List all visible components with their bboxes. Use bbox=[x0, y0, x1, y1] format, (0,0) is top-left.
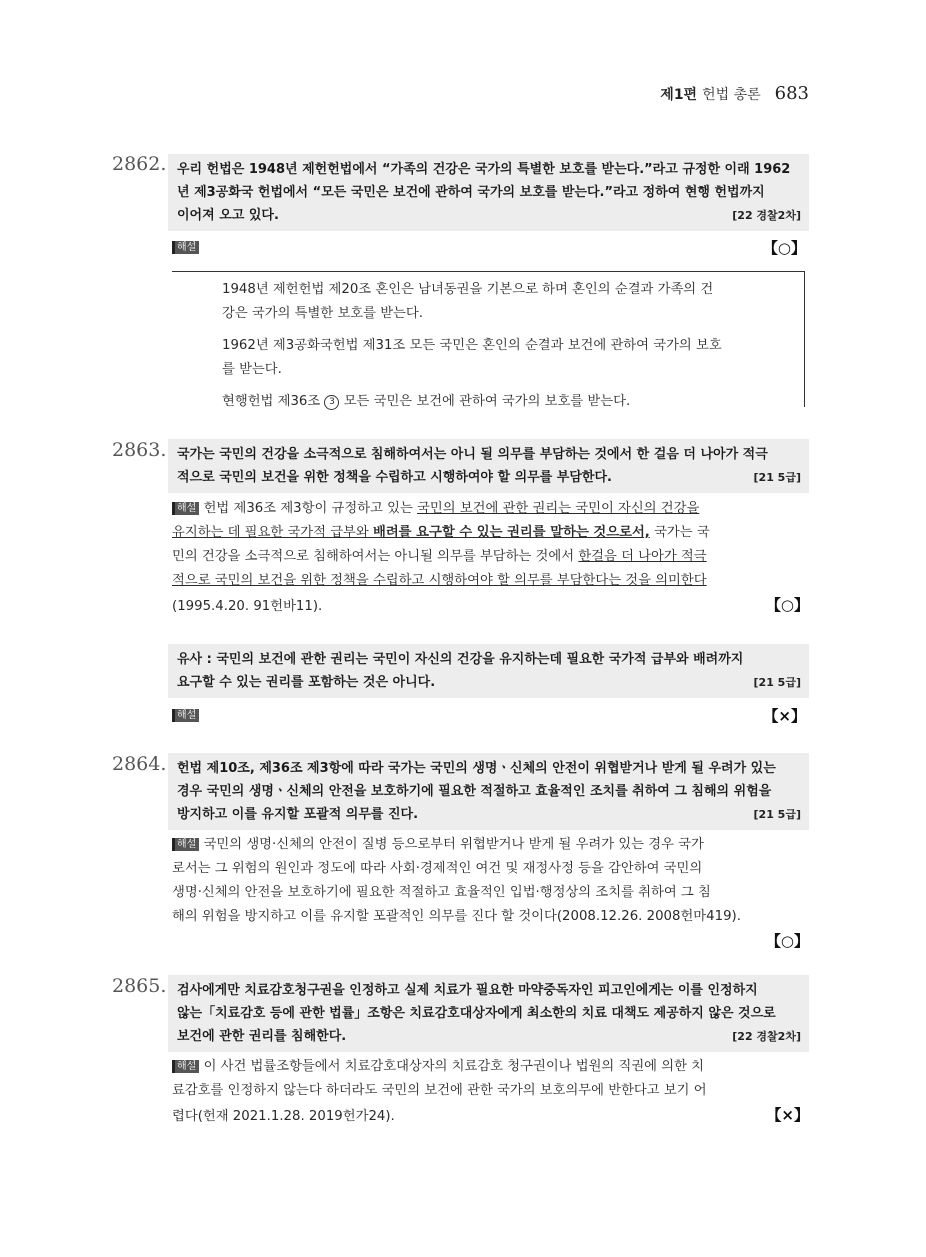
question-line: 유사 : 국민의 보건에 관한 권리는 국민이 자신의 건강을 유지하는데 필요한 국가적 급부와 배려까지 bbox=[177, 652, 744, 667]
law-text-current: 현행헌법 제36조 3 모든 국민은 보건에 관하여 국가의 보호를 받는다. bbox=[222, 394, 631, 409]
part-subtitle: 헌법 총론 bbox=[702, 87, 761, 103]
answer-row-2862 bbox=[172, 236, 806, 258]
question-line: 방지하고 이를 유지할 포괄적 의무를 진다. bbox=[177, 807, 419, 822]
explanation-badge: 해설 bbox=[172, 709, 199, 722]
explanation-badge: 해설 bbox=[172, 241, 199, 254]
question-number-2865: 2865. bbox=[112, 975, 167, 997]
question-line: 우리 헌법은 1948년 제헌헌법에서 “가족의 건강은 국가의 특별한 보호를 받는다.”라고 규정한 이래 1962 bbox=[177, 162, 791, 177]
answer-mark: 【×】 bbox=[766, 1106, 809, 1124]
source-tag: [21 5급] bbox=[753, 471, 801, 484]
question-number-2863: 2863. bbox=[112, 439, 167, 461]
question-number-2862: 2862. bbox=[112, 153, 167, 175]
explanation-badge: 해설 bbox=[172, 838, 199, 851]
law-text-list bbox=[222, 278, 798, 422]
answer-mark: 【○】 bbox=[765, 932, 809, 950]
question-box-2864 bbox=[168, 753, 809, 830]
question-line: 않는「치료감호 등에 관한 법률」조항은 치료감호대상자에게 최소한의 치료 대책도 제공하지 않은 것으로 bbox=[177, 1006, 776, 1021]
question-line: 이어져 오고 있다. bbox=[177, 208, 279, 223]
question-box-2862 bbox=[168, 154, 809, 231]
question-line: 보건에 관한 권리를 침해한다. bbox=[177, 1029, 347, 1044]
explanation-2863: 해설 헌법 제36조 제3항이 규정하고 있는 국민의 보건에 관한 권리는 국민이 자신의 건강을 유지하는 데 필요한 국가적 급부와 배려를 요구할 수 있는 권리를 말하는 것으로서, 국가는 국 민의 건강을 소극적으로 침해하여서는 아니될 의무를 부담하는 것에서 한걸음 더 나아가 적극 적으로 국민의 보건을 위한 정책을 수립하고 시행하여야 할 의무를 부담한다는 것을 의미한다 (1995.4.20. 91헌바11). 【○】 bbox=[172, 497, 809, 619]
question-line: 경우 국민의 생명ㆍ신체의 안전을 보호하기에 필요한 적절하고 효율적인 조치를 취하여 그 침해의 위험을 bbox=[177, 784, 772, 799]
question-box-2865 bbox=[168, 975, 809, 1052]
question-box-2863 bbox=[168, 439, 809, 493]
question-line: 요구할 수 있는 권리를 포함하는 것은 아니다. bbox=[177, 675, 436, 690]
answer-mark: 【○】 bbox=[762, 238, 806, 257]
source-tag: [22 경찰2차] bbox=[732, 1030, 801, 1043]
law-text-1948: 1948년 제헌헌법 제20조 혼인은 남녀동권을 기본으로 하며 혼인의 순결과 가족의 건 강은 국가의 특별한 보호를 받는다. bbox=[222, 282, 714, 321]
answer-row-similar bbox=[172, 704, 806, 726]
question-line: 적으로 국민의 보건을 위한 정책을 수립하고 시행하여야 할 의무를 부담한다. bbox=[177, 470, 612, 485]
question-line: 검사에게만 치료감호청구권을 인정하고 실제 치료가 필요한 마약중독자인 피고인에게는 이를 인정하지 bbox=[177, 983, 758, 998]
question-line: 년 제3공화국 헌법에서 “모든 국민은 보건에 관하여 국가의 보호를 받는다.”라고 정하여 현행 헌법까지 bbox=[177, 185, 765, 200]
question-number-2864: 2864. bbox=[112, 753, 167, 775]
circled-number: 3 bbox=[324, 395, 339, 410]
question-box-similar bbox=[168, 644, 809, 698]
answer-mark: 【×】 bbox=[763, 706, 806, 725]
question-line: 헌법 제10조, 제36조 제3항에 따라 국가는 국민의 생명ㆍ신체의 안전이 위협받거나 받게 될 우려가 있는 bbox=[177, 761, 776, 776]
question-line: 국가는 국민의 건강을 소극적으로 침해하여서는 아니 될 의무를 부담하는 것에서 한 걸음 더 나아가 적극 bbox=[177, 447, 768, 462]
part-title: 제1편 bbox=[660, 87, 698, 103]
explanation-badge: 해설 bbox=[172, 1060, 199, 1073]
explanation-badge: 해설 bbox=[172, 502, 199, 515]
source-tag: [21 5급] bbox=[753, 676, 801, 689]
explanation-2864: 해설 국민의 생명·신체의 안전이 질병 등으로부터 위협받거나 받게 될 우려가 있는 경우 국가 로서는 그 위험의 원인과 정도에 따라 사회·경제적인 여건 및 재정사정 등을 감안하여 국민의 생명·신체의 안전을 보호하기에 필요한 적절하고 효율적인 입법·행정상의 조치를 취하여 그 침 해의 위험을 방지하고 이를 유지할 포괄적인 의무를 진다 할 것이다(2008.12.26. 2008헌마419). 【○】 bbox=[172, 837, 809, 950]
page-number: 683 bbox=[774, 83, 809, 104]
answer-mark: 【○】 bbox=[765, 596, 809, 614]
law-text-1962: 1962년 제3공화국헌법 제31조 모든 국민은 혼인의 순결과 보건에 관하여 국가의 보호 를 받는다. bbox=[222, 338, 722, 377]
page-header bbox=[660, 83, 809, 104]
source-tag: [21 5급] bbox=[753, 808, 801, 821]
source-tag: [22 경찰2차] bbox=[732, 209, 801, 222]
explanation-2865: 해설 이 사건 법률조항들에서 치료감호대상자의 치료감호 청구권이나 법원의 직권에 의한 치 료감호를 인정하지 않는다 하더라도 국민의 보건에 관한 국가의 보호의무에 반한다고 보기 어 렵다(헌재 2021.1.28. 2019헌가24). 【×】 bbox=[172, 1055, 809, 1129]
